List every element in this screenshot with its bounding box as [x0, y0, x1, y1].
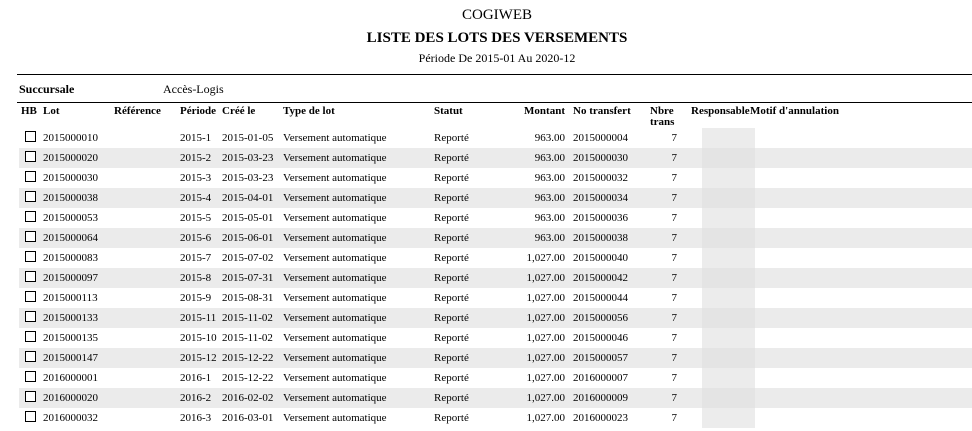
- cell-statut: Reporté: [434, 392, 469, 404]
- cell-nbre: 7: [671, 412, 677, 424]
- cell-montant: 1,027.00: [526, 372, 565, 384]
- cell-statut: Reporté: [434, 332, 469, 344]
- cell-montant: 1,027.00: [526, 272, 565, 284]
- cell-type: Versement automatique: [283, 272, 387, 284]
- redacted-responsable: [702, 228, 755, 248]
- cell-lot: 2015000113: [43, 292, 98, 304]
- cell-statut: Reporté: [434, 352, 469, 364]
- table-row: [19, 388, 972, 408]
- cell-periode: 2015-6: [180, 232, 212, 244]
- redacted-responsable: [702, 168, 755, 188]
- redacted-responsable: [702, 288, 755, 308]
- redacted-responsable: [702, 348, 755, 368]
- col-header-trans: trans: [650, 116, 675, 128]
- cell-nbre: 7: [671, 152, 677, 164]
- cell-type: Versement automatique: [283, 252, 387, 264]
- cell-no-transfert: 2015000044: [573, 292, 628, 304]
- cell-montant: 1,027.00: [526, 292, 565, 304]
- table-row: [19, 368, 972, 388]
- cell-periode: 2016-1: [180, 372, 212, 384]
- top-divider: [17, 74, 972, 75]
- cell-statut: Reporté: [434, 312, 469, 324]
- branch-label: Succursale: [19, 82, 75, 96]
- table-row: [19, 208, 972, 228]
- cell-nbre: 7: [671, 372, 677, 384]
- cell-no-transfert: 2015000040: [573, 252, 628, 264]
- cell-montant: 963.00: [534, 212, 565, 224]
- cell-no-transfert: 2016000009: [573, 392, 628, 404]
- cell-statut: Reporté: [434, 252, 469, 264]
- cell-periode: 2016-2: [180, 392, 212, 404]
- cell-cree-le: 2015-08-31: [222, 292, 274, 304]
- cell-no-transfert: 2015000032: [573, 172, 628, 184]
- cell-type: Versement automatique: [283, 192, 387, 204]
- col-header-nbre: Nbre: [650, 105, 674, 117]
- cell-montant: 1,027.00: [526, 312, 565, 324]
- table-row: [19, 328, 972, 348]
- hb-checkbox[interactable]: [25, 191, 36, 202]
- cell-lot: 2015000097: [43, 272, 98, 284]
- cell-montant: 963.00: [534, 232, 565, 244]
- hb-checkbox[interactable]: [25, 251, 36, 262]
- cell-type: Versement automatique: [283, 412, 387, 424]
- col-header-type: Type de lot: [283, 105, 335, 117]
- cell-no-transfert: 2015000046: [573, 332, 628, 344]
- cell-periode: 2015-11: [180, 312, 217, 324]
- col-header-montant: Montant: [524, 105, 565, 117]
- table-row: [19, 188, 972, 208]
- cell-nbre: 7: [671, 272, 677, 284]
- cell-lot: 2015000020: [43, 152, 98, 164]
- cell-lot: 2016000001: [43, 372, 98, 384]
- col-header-no-transfert: No transfert: [573, 105, 631, 117]
- hb-checkbox[interactable]: [25, 131, 36, 142]
- redacted-responsable: [702, 368, 755, 388]
- cell-statut: Reporté: [434, 172, 469, 184]
- table-row: [19, 128, 972, 148]
- table-row: [19, 268, 972, 288]
- cell-periode: 2015-8: [180, 272, 212, 284]
- cell-cree-le: 2015-11-02: [222, 332, 273, 344]
- redacted-responsable: [702, 248, 755, 268]
- cell-montant: 1,027.00: [526, 252, 565, 264]
- cell-nbre: 7: [671, 232, 677, 244]
- hb-checkbox[interactable]: [25, 371, 36, 382]
- cell-statut: Reporté: [434, 192, 469, 204]
- cell-periode: 2015-4: [180, 192, 212, 204]
- cell-type: Versement automatique: [283, 292, 387, 304]
- hb-checkbox[interactable]: [25, 351, 36, 362]
- cell-type: Versement automatique: [283, 232, 387, 244]
- redacted-responsable: [702, 208, 755, 228]
- cell-montant: 963.00: [534, 132, 565, 144]
- redacted-responsable: [702, 268, 755, 288]
- cell-statut: Reporté: [434, 272, 469, 284]
- report-period: Période De 2015-01 Au 2020-12: [418, 51, 576, 65]
- table-row: [19, 248, 972, 268]
- redacted-responsable: [702, 148, 755, 168]
- cell-type: Versement automatique: [283, 332, 387, 344]
- table-row: [19, 228, 972, 248]
- cell-no-transfert: 2015000034: [573, 192, 628, 204]
- cell-no-transfert: 2015000004: [573, 132, 628, 144]
- cell-no-transfert: 2016000023: [573, 412, 628, 424]
- cell-montant: 963.00: [534, 152, 565, 164]
- cell-periode: 2015-9: [180, 292, 212, 304]
- cell-lot: 2015000064: [43, 232, 98, 244]
- table-row: [19, 408, 972, 428]
- header-divider: [17, 102, 972, 103]
- cell-periode: 2015-2: [180, 152, 212, 164]
- cell-cree-le: 2015-11-02: [222, 312, 273, 324]
- cell-statut: Reporté: [434, 412, 469, 424]
- cell-statut: Reporté: [434, 152, 469, 164]
- redacted-responsable: [702, 128, 755, 148]
- cell-nbre: 7: [671, 192, 677, 204]
- cell-nbre: 7: [671, 312, 677, 324]
- cell-periode: 2015-12: [180, 352, 217, 364]
- cell-nbre: 7: [671, 332, 677, 344]
- hb-checkbox[interactable]: [25, 331, 36, 342]
- cell-no-transfert: 2016000007: [573, 372, 628, 384]
- cell-statut: Reporté: [434, 292, 469, 304]
- col-header-responsable: Responsable: [691, 105, 750, 117]
- company-name: COGIWEB: [462, 7, 532, 23]
- cell-lot: 2015000133: [43, 312, 98, 324]
- cell-cree-le: 2015-07-02: [222, 252, 274, 264]
- cell-montant: 1,027.00: [526, 412, 565, 424]
- cell-montant: 1,027.00: [526, 332, 565, 344]
- hb-checkbox[interactable]: [25, 231, 36, 242]
- cell-nbre: 7: [671, 352, 677, 364]
- cell-nbre: 7: [671, 292, 677, 304]
- redacted-responsable: [702, 308, 755, 328]
- cell-statut: Reporté: [434, 212, 469, 224]
- col-header-periode: Période: [180, 105, 217, 117]
- table-row: [19, 148, 972, 168]
- cell-lot: 2015000030: [43, 172, 98, 184]
- cell-type: Versement automatique: [283, 172, 387, 184]
- branch-value: Accès-Logis: [163, 82, 224, 96]
- col-header-motif: Motif d'annulation: [750, 105, 839, 117]
- cell-cree-le: 2015-05-01: [222, 212, 274, 224]
- cell-nbre: 7: [671, 252, 677, 264]
- cell-periode: 2015-3: [180, 172, 212, 184]
- col-header-lot: Lot: [43, 105, 60, 117]
- cell-type: Versement automatique: [283, 212, 387, 224]
- table-row: [19, 168, 972, 188]
- cell-nbre: 7: [671, 392, 677, 404]
- cell-type: Versement automatique: [283, 312, 387, 324]
- cell-cree-le: 2015-12-22: [222, 352, 274, 364]
- cell-no-transfert: 2015000057: [573, 352, 628, 364]
- cell-montant: 963.00: [534, 172, 565, 184]
- cell-montant: 1,027.00: [526, 352, 565, 364]
- report-title: LISTE DES LOTS DES VERSEMENTS: [366, 30, 628, 46]
- cell-type: Versement automatique: [283, 352, 387, 364]
- cell-no-transfert: 2015000056: [573, 312, 628, 324]
- redacted-responsable: [702, 388, 755, 408]
- cell-nbre: 7: [671, 132, 677, 144]
- redacted-responsable: [702, 188, 755, 208]
- cell-lot: 2015000147: [43, 352, 98, 364]
- table-row: [19, 348, 972, 368]
- col-header-reference: Référence: [114, 105, 161, 117]
- cell-periode: 2015-1: [180, 132, 212, 144]
- cell-type: Versement automatique: [283, 152, 387, 164]
- redacted-responsable: [702, 408, 755, 428]
- hb-checkbox[interactable]: [25, 171, 36, 182]
- hb-checkbox[interactable]: [25, 291, 36, 302]
- cell-lot: 2015000135: [43, 332, 98, 344]
- redacted-responsable: [702, 328, 755, 348]
- col-header-statut: Statut: [434, 105, 463, 117]
- cell-lot: 2016000032: [43, 412, 98, 424]
- cell-nbre: 7: [671, 212, 677, 224]
- cell-lot: 2015000038: [43, 192, 98, 204]
- cell-cree-le: 2015-12-22: [222, 372, 274, 384]
- hb-checkbox[interactable]: [25, 211, 36, 222]
- cell-montant: 1,027.00: [526, 392, 565, 404]
- cell-no-transfert: 2015000036: [573, 212, 628, 224]
- cell-statut: Reporté: [434, 372, 469, 384]
- cell-cree-le: 2015-04-01: [222, 192, 274, 204]
- cell-lot: 2015000083: [43, 252, 98, 264]
- cell-montant: 963.00: [534, 192, 565, 204]
- cell-no-transfert: 2015000030: [573, 152, 628, 164]
- cell-type: Versement automatique: [283, 132, 387, 144]
- cell-periode: 2015-7: [180, 252, 212, 264]
- col-header-cree-le: Créé le: [222, 105, 256, 117]
- cell-periode: 2016-3: [180, 412, 212, 424]
- col-header-hb: HB: [21, 105, 37, 117]
- hb-checkbox[interactable]: [25, 311, 36, 322]
- cell-cree-le: 2015-03-23: [222, 172, 274, 184]
- cell-no-transfert: 2015000042: [573, 272, 628, 284]
- cell-type: Versement automatique: [283, 372, 387, 384]
- cell-statut: Reporté: [434, 232, 469, 244]
- cell-periode: 2015-5: [180, 212, 212, 224]
- cell-cree-le: 2015-07-31: [222, 272, 274, 284]
- hb-checkbox[interactable]: [25, 411, 36, 422]
- table-row: [19, 288, 972, 308]
- cell-cree-le: 2015-06-01: [222, 232, 274, 244]
- cell-cree-le: 2015-01-05: [222, 132, 274, 144]
- cell-type: Versement automatique: [283, 392, 387, 404]
- cell-cree-le: 2015-03-23: [222, 152, 274, 164]
- cell-cree-le: 2016-02-02: [222, 392, 274, 404]
- cell-statut: Reporté: [434, 132, 469, 144]
- cell-cree-le: 2016-03-01: [222, 412, 274, 424]
- table-row: [19, 308, 972, 328]
- cell-no-transfert: 2015000038: [573, 232, 628, 244]
- cell-lot: 2015000053: [43, 212, 98, 224]
- hb-checkbox[interactable]: [25, 391, 36, 402]
- cell-periode: 2015-10: [180, 332, 217, 344]
- cell-nbre: 7: [671, 172, 677, 184]
- hb-checkbox[interactable]: [25, 151, 36, 162]
- cell-lot: 2015000010: [43, 132, 98, 144]
- cell-lot: 2016000020: [43, 392, 98, 404]
- hb-checkbox[interactable]: [25, 271, 36, 282]
